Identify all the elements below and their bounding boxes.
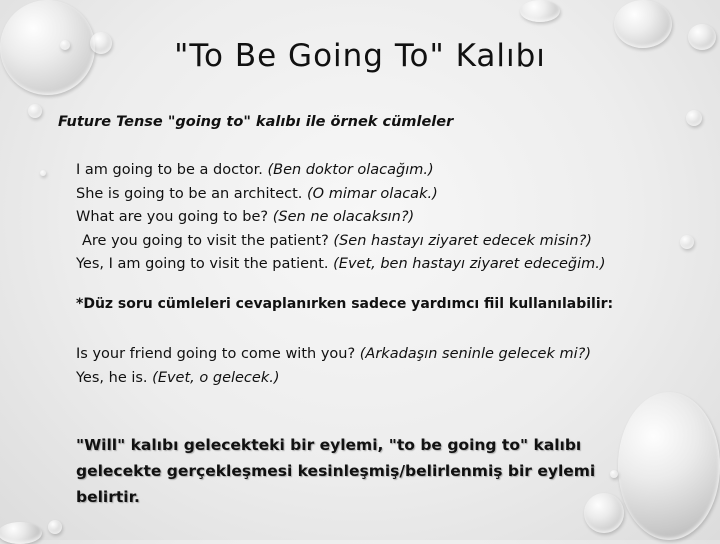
water-drop-decoration [48,520,62,534]
turkish-translation: (Evet, o gelecek.) [152,369,280,386]
example-sentence [76,206,606,230]
turkish-translation: (O mimar olacak.) [307,185,438,202]
slide-title: "To Be Going To" Kalıbı [174,38,546,74]
turkish-translation: (Arkadaşın seninle gelecek mi?) [359,346,591,362]
english-sentence: What are you going to be? [76,209,269,225]
slide-subtitle: Future Tense "going to" kalıbı ile örnek cümleler [58,114,454,130]
english-sentence: Is your friend going to come with you? [76,346,356,362]
english-sentence: I am going to be a doctor. [76,162,263,178]
example-sentence [76,253,606,277]
turkish-translation: (Sen hastayı ziyaret edecek misin?) [333,232,592,249]
example-sentences [76,159,606,277]
water-drop-decoration [40,170,46,176]
turkish-translation: (Ben doktor olacağım.) [267,162,434,178]
english-sentence: Yes, I am going to visit the patient. [76,256,329,272]
english-sentence: Are you going to visit the patient? [82,232,329,249]
water-drop-decoration [618,392,720,540]
english-sentence: Yes, he is. [76,369,148,386]
turkish-translation: (Evet, ben hastayı ziyaret edeceğim.) [333,256,606,272]
water-drop-decoration [680,235,694,249]
water-drop-decoration [686,110,702,126]
conclusion-text: "Will" kalıbı gelecekteki bir eylemi, "to be going to" kalıbı gelecekte gerçekleşmesi kesinleşmiş/belirlenmiş bir eylemi belirtir. [76,436,596,506]
example-sentence [76,230,606,254]
example-sentence [76,343,591,367]
water-drop-decoration [520,0,560,22]
turkish-translation: (Sen ne olacaksın?) [272,209,415,225]
english-sentence: She is going to be an architect. [76,185,303,202]
grammar-note: *Düz soru cümleleri cevaplanırken sadece yardımcı fiil kullanılabilir: [76,296,614,312]
example-sentence [76,367,591,391]
water-drop-decoration [28,104,42,118]
short-answer-examples [76,343,591,390]
example-sentence [76,159,606,183]
water-drop-decoration [0,522,42,544]
example-sentence [76,183,606,207]
